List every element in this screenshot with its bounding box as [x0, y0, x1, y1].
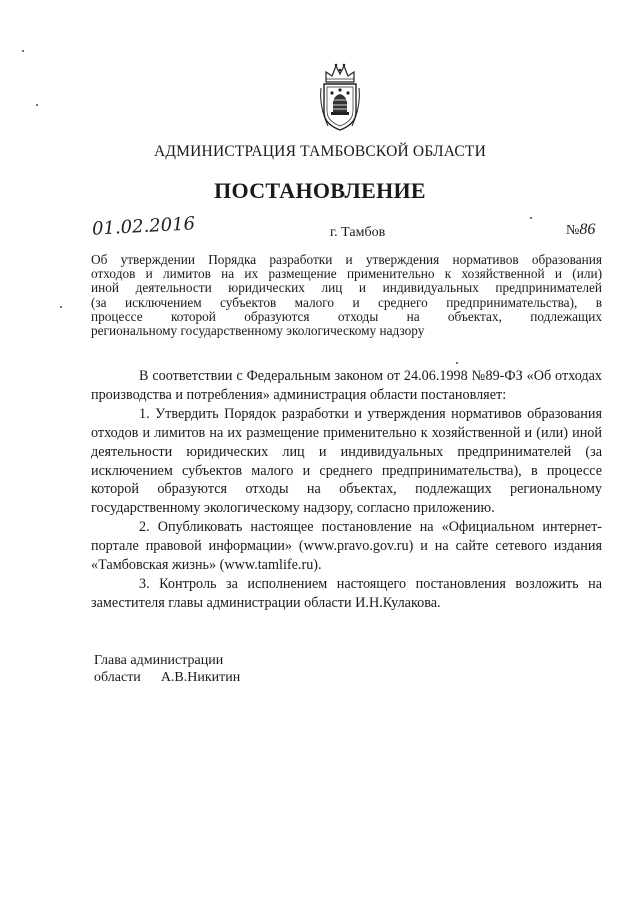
scan-speck [36, 104, 38, 106]
signatory-name: А.В.Никитин [160, 670, 241, 685]
subject-line: процессе которой образуются отходы на объектах, подлежащих [91, 308, 602, 324]
signatory-position-line1: Глава администрации [94, 653, 224, 668]
body-preamble: В соответствии с Федеральным законом от 24.06.1998 №89-ФЗ «Об отходах производства и потребления» администрация области постановляет: [91, 368, 602, 403]
scan-speck [530, 217, 532, 219]
number-label: № [566, 223, 580, 238]
organization-name: АДМИНИСТРАЦИЯ ТАМБОВСКОЙ ОБЛАСТИ [154, 143, 486, 160]
document-type-title: ПОСТАНОВЛЕНИЕ [214, 178, 426, 203]
tambov-coat-of-arms-icon [318, 60, 362, 132]
number-value: 86 [579, 221, 596, 238]
document-subject [91, 253, 602, 338]
signature-block [94, 652, 240, 686]
subject-line: отходов и лимитов на их размещение применительно к хозяйственной и (или) [91, 266, 602, 282]
document-city: г. Тамбов [330, 225, 386, 240]
scan-speck [22, 50, 24, 52]
document-date: 01.02.2016 [91, 213, 196, 240]
subject-line: (за исключением субъектов малого и среднего предпринимательства), в [91, 294, 602, 310]
body-item-2: 2. Опубликовать настоящее постановление на «Официальном интернет-портале правовой информации» (www.pravo.gov.ru) и на сайте сетевого издания «Тамбовская жизнь» (www.tamlife.ru). [91, 519, 602, 574]
document-body [91, 367, 602, 613]
subject-line: иной деятельности юридических лиц и индивидуальных предпринимателей [91, 280, 602, 296]
body-item-3: 3. Контроль за исполнением настоящего постановления возложить на заместителя главы администрации области И.Н.Кулакова. [91, 575, 602, 611]
body-item-1: 1. Утвердить Порядок разработки и утверждения нормативов образования отходов и лимитов на их размещение применительно к хозяйственной и (или) иной деятельности юридических лиц и индивидуальных предпринимателей (за исключением субъектов малого и среднего предпринимательства), в процессе которой образуются отходы на объектах, подлежащих региональному государственному экологическому надзору, согласно приложению. [91, 405, 602, 517]
scan-speck [456, 362, 458, 364]
signatory-position-line2: области [94, 670, 141, 685]
subject-line: региональному государственному экологическому надзору [91, 323, 425, 339]
scan-speck [60, 306, 62, 308]
subject-line: Об утверждении Порядка разработки и утверждения нормативов образования [91, 252, 602, 267]
document-number [566, 221, 595, 239]
